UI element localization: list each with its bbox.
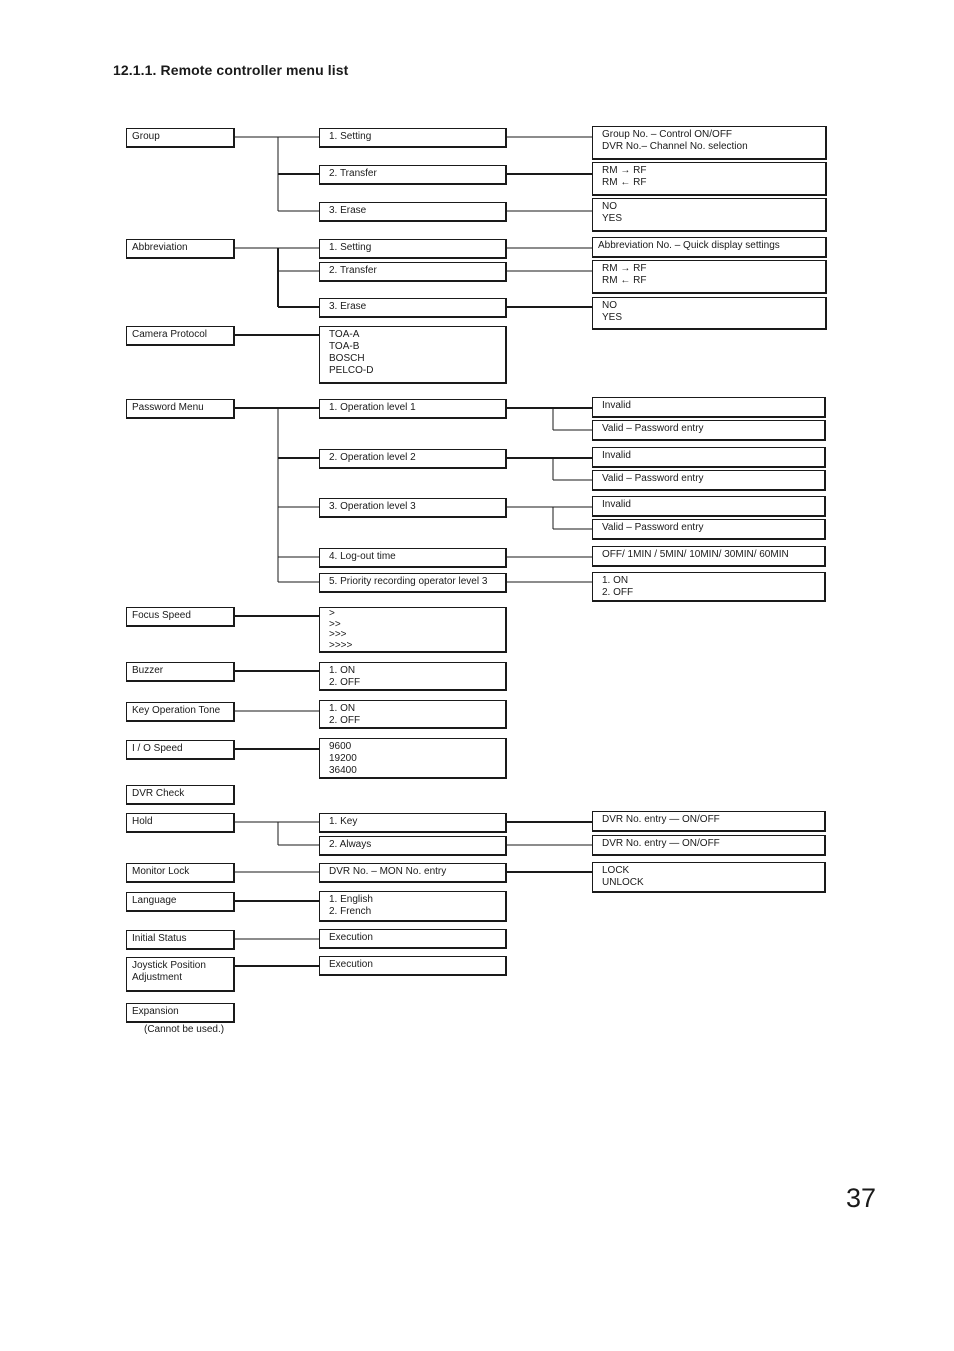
menu-buzzer: Buzzer (126, 662, 235, 682)
menu-abbreviation: Abbreviation (126, 239, 235, 259)
group-transfer-detail: RM → RF RM ← RF (592, 162, 827, 196)
abbreviation-transfer: 2. Transfer (319, 262, 507, 282)
menu-focus-speed: Focus Speed (126, 607, 235, 627)
camera-protocol-options: TOA-A TOA-B BOSCH PELCO-D (319, 326, 507, 384)
focus-speed-options: > >> >>> >>>> (319, 607, 507, 653)
group-transfer: 2. Transfer (319, 165, 507, 185)
initial-status-execution: Execution (319, 929, 507, 949)
group-setting: 1. Setting (319, 128, 507, 148)
level1-valid: Valid – Password entry (592, 420, 826, 441)
section-heading: 12.1.1. Remote controller menu list (113, 62, 349, 78)
page-number: 37 (846, 1183, 877, 1213)
group-erase-detail: NO YES (592, 198, 827, 232)
menu-hold: Hold (126, 813, 235, 833)
level2-invalid: Invalid (592, 447, 826, 468)
monitor-lock-detail: LOCK UNLOCK (592, 862, 826, 893)
menu-joystick-adjustment: Joystick Position Adjustment (126, 957, 235, 992)
menu-dvr-check: DVR Check (126, 785, 235, 805)
menu-initial-status: Initial Status (126, 930, 235, 950)
menu-key-operation-tone: Key Operation Tone (126, 702, 235, 722)
menu-camera-protocol: Camera Protocol (126, 326, 235, 346)
abbreviation-transfer-detail: RM → RF RM ← RF (592, 260, 827, 294)
menu-language: Language (126, 892, 235, 912)
expansion-note: (Cannot be used.) (144, 1024, 225, 1035)
hold-always-detail: DVR No. entry — ON/OFF (592, 835, 826, 856)
abbreviation-erase-detail: NO YES (592, 297, 827, 330)
buzzer-options: 1. ON 2. OFF (319, 662, 507, 691)
password-level1: 1. Operation level 1 (319, 399, 507, 419)
hold-key: 1. Key (319, 813, 507, 833)
abbreviation-setting-detail: Abbreviation No. – Quick display settings (592, 237, 827, 258)
menu-password: Password Menu (126, 399, 235, 419)
abbreviation-setting: 1. Setting (319, 239, 507, 259)
password-priority-level3: 5. Priority recording operator level 3 (319, 573, 507, 593)
password-level2: 2. Operation level 2 (319, 449, 507, 469)
password-level3: 3. Operation level 3 (319, 498, 507, 518)
menu-monitor-lock: Monitor Lock (126, 863, 235, 883)
abbreviation-erase: 3. Erase (319, 298, 507, 318)
group-erase: 3. Erase (319, 202, 507, 222)
priority-options: 1. ON 2. OFF (592, 572, 826, 602)
monitor-lock-entry: DVR No. – MON No. entry (319, 863, 507, 883)
joystick-execution: Execution (319, 956, 507, 976)
level2-valid: Valid – Password entry (592, 470, 826, 491)
hold-key-detail: DVR No. entry — ON/OFF (592, 811, 826, 832)
logout-time-options: OFF/ 1MIN / 5MIN/ 10MIN/ 30MIN/ 60MIN (592, 546, 826, 567)
level3-invalid: Invalid (592, 496, 826, 517)
language-options: 1. English 2. French (319, 891, 507, 922)
hold-always: 2. Always (319, 836, 507, 856)
io-speed-options: 9600 19200 36400 (319, 738, 507, 779)
level3-valid: Valid – Password entry (592, 519, 826, 540)
menu-group: Group (126, 128, 235, 148)
level1-invalid: Invalid (592, 397, 826, 418)
menu-expansion: Expansion (126, 1003, 235, 1023)
group-setting-detail: Group No. – Control ON/OFF DVR No.– Channel No. selection (592, 126, 827, 160)
menu-io-speed: I / O Speed (126, 740, 235, 760)
password-logout-time: 4. Log-out time (319, 548, 507, 568)
key-tone-options: 1. ON 2. OFF (319, 700, 507, 729)
